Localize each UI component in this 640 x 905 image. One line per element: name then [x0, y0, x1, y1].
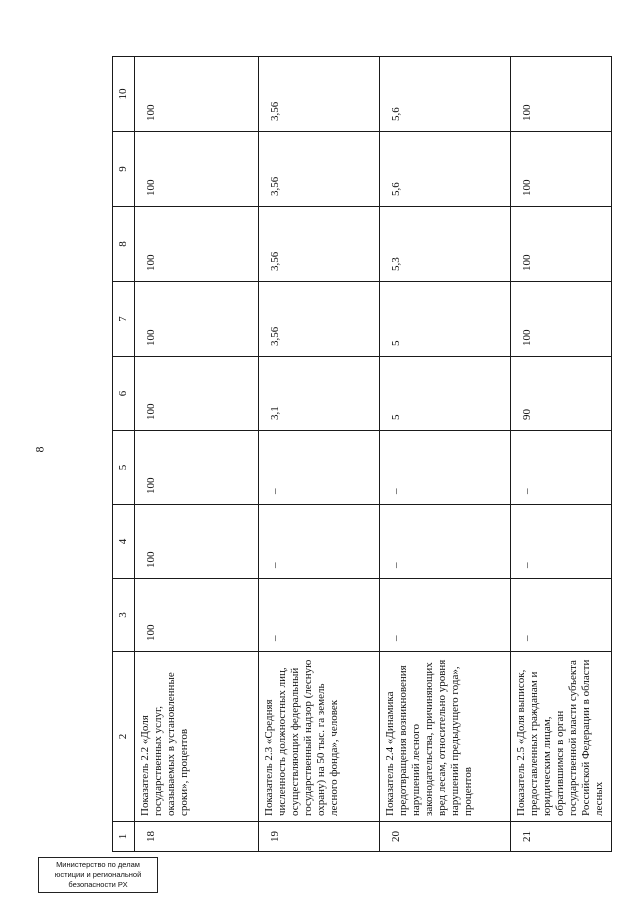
- value-cell: –: [259, 431, 380, 505]
- value-cell: 3,56: [259, 132, 380, 207]
- table-row: [135, 57, 259, 852]
- value-cell: 100: [135, 505, 259, 579]
- value-cell: 100: [511, 132, 612, 207]
- value-cell: –: [380, 505, 511, 579]
- value-cell: 3,56: [259, 57, 380, 132]
- header-row: [113, 57, 135, 852]
- value-cell: 3,56: [259, 282, 380, 357]
- page-number: 8: [32, 446, 47, 453]
- value-cell: –: [259, 579, 380, 652]
- value-cell: 100: [135, 282, 259, 357]
- header-cell: 5: [113, 431, 135, 505]
- value-cell: 3,1: [259, 357, 380, 431]
- row-description: Показатель 2.2 «Доля государственных услуг, оказываемых в установленные сроки», процентов: [135, 652, 259, 822]
- value-cell: 5,6: [380, 132, 511, 207]
- value-cell: –: [259, 505, 380, 579]
- row-description: Показатель 2.4 «Динамика предотвращения возникновения нарушений лесного законодательства, причиняющих вред лесам, относительно уровня нарушений предыдущего года», процентов: [380, 652, 511, 822]
- header-cell: 9: [113, 132, 135, 207]
- value-cell: 100: [511, 57, 612, 132]
- value-cell: 5,6: [380, 57, 511, 132]
- table-frame: [112, 57, 611, 852]
- value-cell: 5,3: [380, 207, 511, 282]
- row-description: Показатель 2.3 «Средняя численность должностных лиц, осуществляющих федеральный государственный надзор (лесную охрану) на 50 тыс. га земель лесного фонда», человек: [259, 652, 380, 822]
- value-cell: 90: [511, 357, 612, 431]
- value-cell: 100: [135, 357, 259, 431]
- value-cell: 5: [380, 357, 511, 431]
- value-cell: 100: [135, 579, 259, 652]
- row-number: 19: [259, 822, 380, 852]
- header-cell: 3: [113, 579, 135, 652]
- table-row: [259, 57, 380, 852]
- value-cell: 100: [135, 132, 259, 207]
- value-cell: 100: [511, 207, 612, 282]
- header-cell: 1: [113, 822, 135, 852]
- rotated-table-container: [112, 57, 611, 852]
- value-cell: –: [511, 505, 612, 579]
- value-cell: 3,56: [259, 207, 380, 282]
- row-number: 18: [135, 822, 259, 852]
- value-cell: –: [380, 431, 511, 505]
- value-cell: 100: [511, 282, 612, 357]
- value-cell: 5: [380, 282, 511, 357]
- header-cell: 2: [113, 652, 135, 822]
- stamp-line: безопасности РХ: [68, 880, 128, 889]
- table-row: [380, 57, 511, 852]
- header-cell: 8: [113, 207, 135, 282]
- row-number: 21: [511, 822, 612, 852]
- header-cell: 7: [113, 282, 135, 357]
- value-cell: 100: [135, 207, 259, 282]
- registration-stamp: [38, 857, 158, 893]
- indicators-table: [112, 56, 612, 852]
- header-cell: 10: [113, 57, 135, 132]
- row-description: Показатель 2.5 «Доля выписок, предоставленных гражданам и юридическим лицам, обратившимся в орган государственной власти субъекта Российской Федерации в области лесных: [511, 652, 612, 822]
- value-cell: –: [511, 431, 612, 505]
- value-cell: 100: [135, 431, 259, 505]
- value-cell: 100: [135, 57, 259, 132]
- stamp-line: юстиции и региональной: [54, 870, 142, 879]
- header-cell: 4: [113, 505, 135, 579]
- value-cell: –: [511, 579, 612, 652]
- table-row: [511, 57, 612, 852]
- header-cell: 6: [113, 357, 135, 431]
- stamp-line: Министерство по делам: [56, 860, 140, 869]
- row-number: 20: [380, 822, 511, 852]
- value-cell: –: [380, 579, 511, 652]
